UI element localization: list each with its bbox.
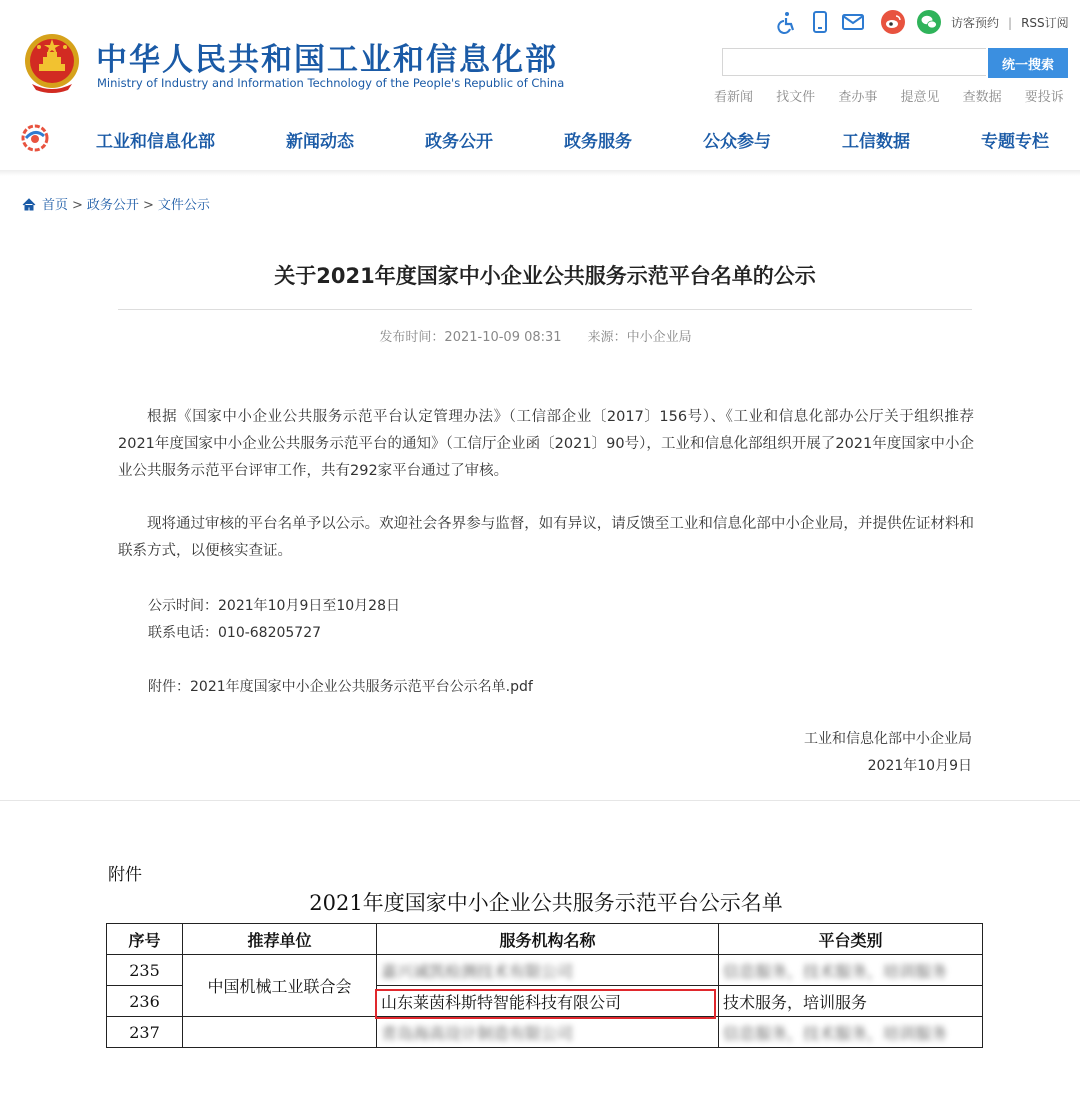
row-number: 237: [107, 1017, 183, 1048]
article-title: 关于2021年度国家中小企业公共服务示范平台名单的公示: [274, 264, 816, 288]
nav-item-special-topics[interactable]: 专题专栏: [981, 132, 1049, 152]
platform-category-blurred: 信息服务，技术服务，培训服务: [719, 955, 983, 986]
row-number: 235: [107, 955, 183, 986]
platform-category: 技术服务，培训服务: [719, 986, 983, 1017]
national-emblem-icon: [22, 32, 82, 94]
column-header-organization: 服务机构名称: [377, 924, 719, 955]
site-subtitle: Ministry of Industry and Information Technology of the People's Republic of China: [97, 76, 565, 90]
nav-divider: [0, 170, 1080, 176]
breadcrumb-home[interactable]: 首页: [42, 198, 69, 213]
attachment-table: [106, 923, 983, 1048]
column-header-category: 平台类别: [719, 924, 983, 955]
signature-date: 2021年10月9日: [867, 758, 972, 774]
nav-item-news[interactable]: 新闻动态: [286, 132, 354, 152]
table-row: [107, 1017, 983, 1048]
accessibility-icon[interactable]: [775, 10, 799, 34]
organization-name-blurred: 嘉兴诚凯检测技术有限公司: [377, 955, 719, 986]
nav-item-government-services[interactable]: 政务服务: [564, 132, 632, 152]
breadcrumb: [22, 194, 210, 213]
quick-link-services[interactable]: 查办事: [838, 90, 878, 105]
divider: |: [1008, 16, 1013, 30]
column-header-recommender: 推荐单位: [183, 924, 377, 955]
table-header-row: [107, 924, 983, 955]
breadcrumb-file-notice[interactable]: 文件公示: [157, 198, 210, 213]
quick-links: [714, 86, 1064, 105]
signature: 工业和信息化部中小企业局: [804, 731, 972, 747]
recommender-cell-empty: [183, 1017, 377, 1048]
rss-link[interactable]: RSS订阅: [1021, 16, 1069, 30]
attachment-title: 2021年度国家中小企业公共服务示范平台公示名单: [309, 891, 783, 915]
mail-icon[interactable]: [841, 10, 865, 34]
breadcrumb-separator: >: [142, 198, 154, 213]
recommender-cell: 中国机械工业联合会: [183, 955, 377, 1017]
top-links: [951, 14, 1069, 31]
visitor-appointment-link[interactable]: 访客预约: [951, 16, 1000, 30]
platform-category-blurred: 信息服务，技术服务，培训服务: [719, 1017, 983, 1048]
breadcrumb-government-affairs[interactable]: 政务公开: [86, 198, 139, 213]
title-divider: [118, 309, 972, 310]
nav-item-government-affairs[interactable]: 政务公开: [425, 132, 493, 152]
quick-link-complaint[interactable]: 要投诉: [1024, 90, 1064, 105]
mobile-icon[interactable]: [808, 10, 832, 34]
section-divider: [0, 800, 1080, 801]
site-title[interactable]: 中华人民共和国工业和信息化部: [96, 42, 558, 78]
attachment-link[interactable]: 附件：2021年度国家中小企业公共服务示范平台公示名单.pdf: [148, 679, 533, 695]
article-paragraph-2: 现将通过审核的平台名单予以公示。欢迎社会各界参与监督，如有异议，请反馈至工业和信息化部中小企业局，并提供佐证材料和联系方式，以便核实查证。: [118, 516, 974, 559]
attachment-label: 附件: [108, 865, 142, 885]
home-icon[interactable]: [22, 198, 36, 211]
quick-link-news[interactable]: 看新闻: [714, 90, 754, 105]
notice-period: 公示时间：2021年10月9日至10月28日: [148, 598, 400, 614]
quick-link-data[interactable]: 查数据: [962, 90, 1002, 105]
column-header-number: 序号: [107, 924, 183, 955]
quick-link-feedback[interactable]: 提意见: [900, 90, 940, 105]
breadcrumb-separator: >: [72, 198, 83, 213]
search-input[interactable]: [722, 48, 986, 76]
wechat-icon[interactable]: [917, 10, 941, 34]
highlight-box: [375, 989, 716, 1019]
nav-item-ministry[interactable]: 工业和信息化部: [96, 132, 215, 152]
contact-phone: 联系电话：010-68205727: [148, 625, 322, 641]
article-meta: 发布时间：2021-10-09 08:31 来源：中小企业局: [379, 330, 692, 345]
organization-name-blurred: 青岛海高设计制造有限公司: [377, 1017, 719, 1048]
row-number: 236: [107, 986, 183, 1017]
table-row: [107, 955, 983, 986]
search-button[interactable]: 统一搜索: [988, 48, 1068, 78]
nav-item-public-participation[interactable]: 公众参与: [703, 132, 771, 152]
organization-name: 山东莱茵科斯特智能科技有限公司: [377, 986, 719, 1017]
article-paragraph-1: 根据《国家中小企业公共服务示范平台认定管理办法》（工信部企业〔2017〕156号）、《工业和信息化部办公厅关于组织推荐2021年度国家中小企业公共服务示范平台的通知》（工信厅企业函〔2021〕90号），工业和信息化部组织开展了2021年度国家中小企业公共服务示范平台评审工作，共有292家平台通过了审核。: [118, 409, 974, 479]
ministry-logo-icon[interactable]: [20, 124, 50, 152]
weibo-icon[interactable]: [881, 10, 905, 34]
nav-item-data[interactable]: 工信数据: [842, 132, 910, 152]
quick-link-files[interactable]: 找文件: [776, 90, 816, 105]
